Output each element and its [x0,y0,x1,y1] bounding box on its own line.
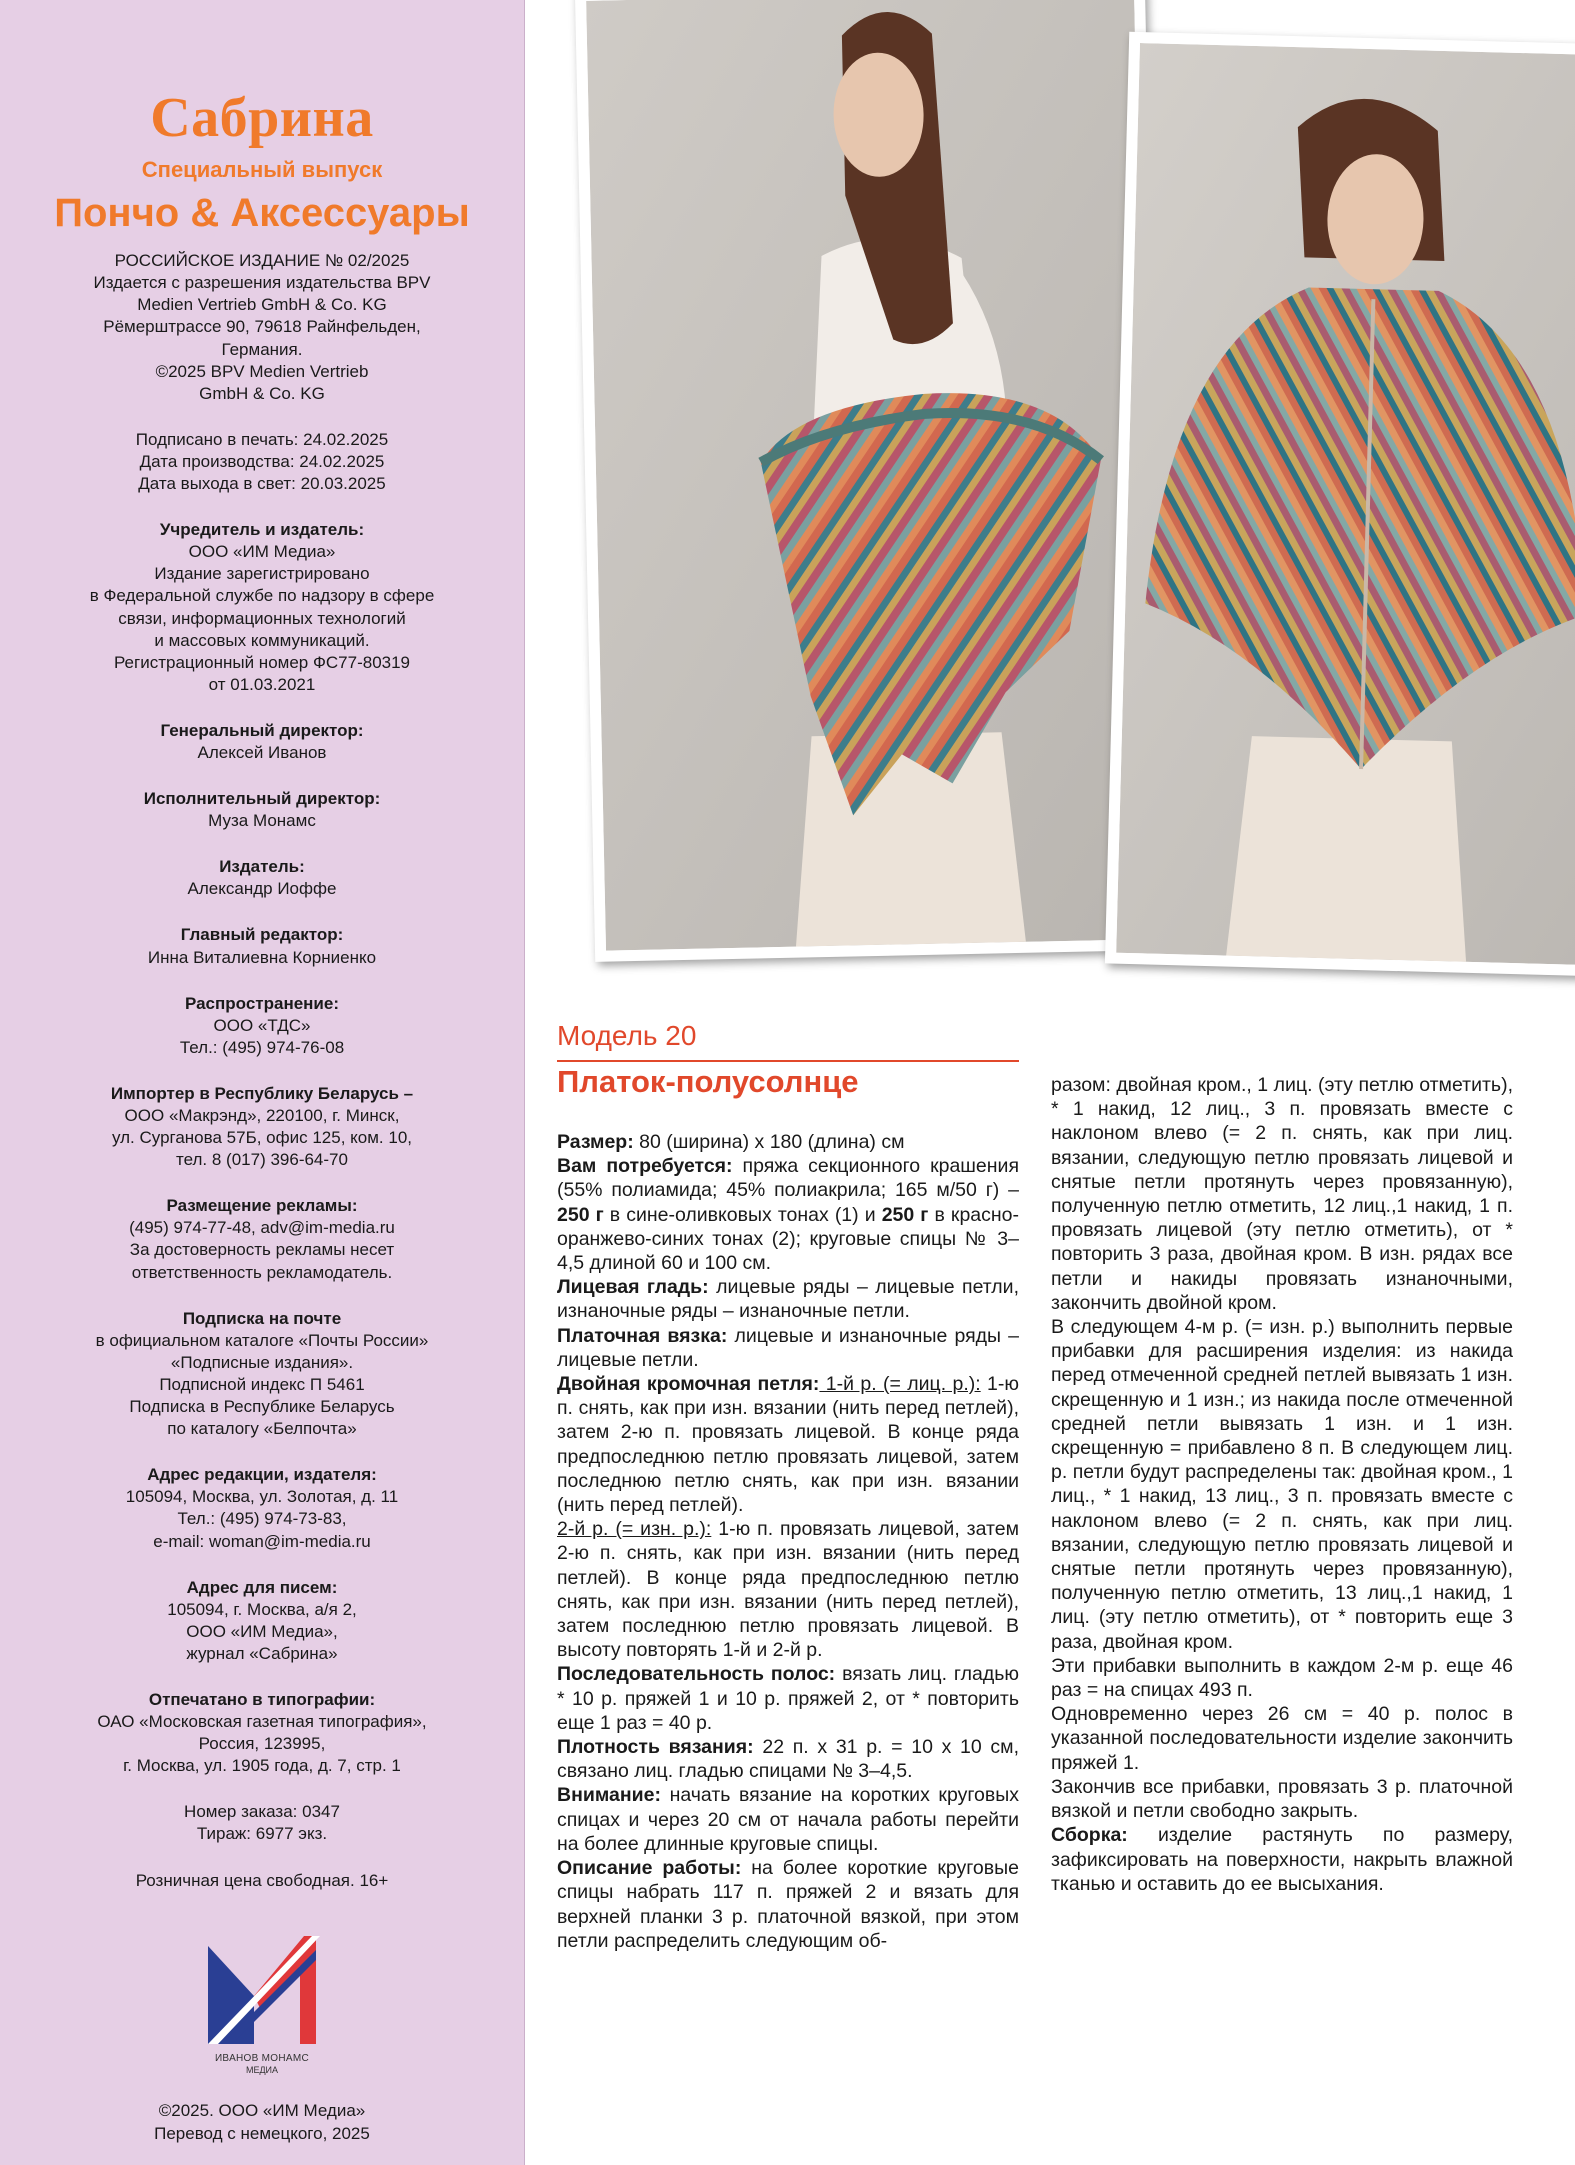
paragraph [557,1275,1019,1323]
general-director-block [40,720,484,764]
shawl-photo-image [586,0,1154,951]
paragraph [1051,1823,1513,1896]
mail-address-block [40,1577,484,1665]
text: лицевые ряды – лицевые петли, изнаночные ряды – изнаночные петли. [557,1276,1019,1323]
text: в сине-оливковых тонах (1) и [603,1203,882,1226]
distribution-block [40,993,484,1059]
masthead-sidebar [0,0,525,2165]
paragraph [557,1735,1019,1783]
date-line: Дата выхода в свет: 20.03.2025 [138,474,386,494]
imprint-line: ©2025 BPV Medien Vertrieb [155,361,369,381]
shawl-photo-image [1116,43,1575,965]
title-divider [557,1060,1019,1062]
term: Последовательность полос: [557,1663,836,1686]
paragraph [557,1372,1019,1517]
subscription-block [40,1308,484,1441]
term: Внимание: [557,1784,661,1807]
block-line: 105094, г. Москва, а/я 2, [167,1599,357,1619]
block-line: e-mail: woman@im-media.ru [153,1531,371,1551]
block-line: 105094, Москва, ул. Золотая, д. 11 [125,1487,399,1507]
order-line: Тираж: 6977 экз. [196,1824,328,1844]
block-heading: Главный редактор: [180,925,344,945]
imprint-line: Рёмерштрассе 90, 79618 Райнфельден, [103,317,421,337]
advertising-block [40,1195,484,1283]
text: на более короткие круговые спицы набрать 117 п. пряжей 2 и вязать для верхней планки 3 р. платочной вязкой, при этом петли распределить следующим об- [557,1857,1019,1952]
chief-editor-block [40,924,484,968]
magazine-title: Сабрина [150,87,374,149]
block-line: Алексей Иванов [197,742,327,762]
block-line: Муза Монамс [208,811,316,831]
block-line: Издание зарегистрировано [154,564,370,584]
block-heading: Исполнительный директор: [143,789,381,809]
block-line: в официальном каталоге «Почты России» [95,1330,429,1350]
paragraph [557,1517,1019,1662]
block-line: Подписка в Республике Беларусь [129,1397,395,1417]
text: лицевые и изнаночные ряды – лицевые петли. [557,1324,1019,1371]
row-label: 1-й р. (= лиц. р.): [819,1373,981,1396]
term: Двойная кромочная петля: [557,1373,820,1396]
block-line: Подписной индекс П 5461 [159,1374,365,1394]
term: Лицевая гладь: [557,1276,709,1299]
block-line: от 01.03.2021 [208,674,316,694]
footer-line: Перевод с немецкого, 2025 [154,2123,370,2143]
paragraph [557,1324,1019,1372]
printing-block [40,1689,484,1777]
term: Вам потребуется: [557,1155,733,1178]
publisher-logo [192,1926,332,2077]
block-line: журнал «Сабрина» [186,1643,338,1663]
block-line: Инна Виталиевна Корниенко [147,947,377,967]
block-line: г. Москва, ул. 1905 года, д. 7, стр. 1 [123,1756,401,1776]
text: в красно-оранжево-синих тонах (2); круговые спицы № 3–4,5 длиной 60 и 100 см. [557,1203,1020,1275]
block-heading: Импортер в Республику Беларусь – [110,1083,414,1103]
paragraph [557,1130,1019,1154]
text: пряжа секционного крашения (55% полиамида; 45% полиакрила; 165 м/50 г) – [557,1155,1020,1202]
block-line: связи, информационных технологий [118,608,406,628]
instructions-column-2 [1051,1073,1513,1896]
imprint-line: Medien Vertrieb GmbH & Co. KG [137,295,387,315]
row-label: 2-й р. (= изн. р.): [557,1518,712,1541]
paragraph: Эти прибавки выполнить в каждом 2-м р. еще 46 раз = на спицах 493 п. [1051,1654,1513,1702]
block-line: по каталогу «Белпочта» [167,1419,357,1439]
block-heading: Издатель: [219,857,305,877]
block-line: (495) 974-77-48, adv@im-media.ru [129,1218,395,1238]
term: Плотность вязания: [557,1736,754,1759]
block-line: ООО «ИМ Медиа» [188,542,336,562]
paragraph: разом: двойная кром., 1 лиц. (эту петлю отметить), * 1 накид, 12 лиц., 3 п. провязать вместе с наклоном влево (= 2 п. снять, как при лиц. вязании, следующую петлю провязать лицевой и снятые петли протянуть через провязанную), полученную петлю отметить, 12 лиц.,1 накид, 1 п. провязать лицевой (эту петлю отметить), от * повторить 3 раза, двойная кром. В изн. рядах все петли и накиды провязать изнаночными, закончить двойной кром. [1051,1074,1513,1314]
term: Сборка: [1051,1824,1128,1847]
block-heading: Генеральный директор: [160,720,364,740]
text: начать вязание на коротких круговых спицах и через 20 см от начала работы перейти на более длинные круговые спицы. [557,1784,1019,1855]
paragraph [557,1662,1019,1735]
im-media-logo-icon [192,1926,332,2044]
paragraph [557,1783,1019,1856]
block-heading: Распространение: [184,993,339,1013]
paragraph [557,1154,1019,1275]
block-line: ОАО «Московская газетная типография», [97,1712,427,1732]
footer-line: ©2025. ООО «ИМ Медиа» [158,2101,366,2121]
paragraph [557,1856,1019,1953]
block-line: «Подписные издания». [170,1352,354,1372]
block-line: Тел.: (495) 974-76-08 [179,1037,345,1057]
text: 80 (ширина) x 180 (длина) см [633,1131,905,1153]
order-line: Номер заказа: 0347 [184,1802,340,1822]
instructions-column-1 [557,1130,1019,1953]
block-heading: Учредитель и издатель: [159,520,365,540]
block-line: тел. 8 (017) 396-64-70 [176,1150,348,1170]
copyright-footer [40,2100,484,2144]
logo-caption: МЕДИА [245,2064,279,2075]
block-heading: Адрес для писем: [186,1577,338,1597]
block-heading: Размещение рекламы: [166,1196,358,1216]
date-line: Подписано в печать: 24.02.2025 [135,429,389,449]
article-title: Платок-полусолнце [557,1064,859,1099]
publisher-block [40,856,484,900]
issue-title: Пончо & Аксессуары [54,191,470,236]
imprint-block [40,250,484,405]
date-line: Дата производства: 24.02.2025 [139,451,385,471]
executive-director-block [40,788,484,832]
block-line: в Федеральной службе по надзору в сфере [89,586,435,606]
paragraph: Одновременно через 26 см = 40 р. полос в указанной последовательности изделие закончить пряжей 1. [1051,1703,1513,1774]
block-line: ООО «ТДС» [213,1015,311,1035]
imprint-line: Издается с разрешения издательства BPV [93,273,431,293]
editorial-address-block [40,1464,484,1552]
block-line: Тел.: (495) 974-73-83, [177,1509,347,1529]
text: 22 п. x 31 р. = 10 x 10 см, связано лиц. гладью спицами № 3–4,5. [557,1736,1019,1783]
block-line: Регистрационный номер ФС77-80319 [113,652,411,672]
model-number-label: Модель 20 [557,1020,697,1051]
order-block [40,1801,484,1845]
dates-block [40,429,484,495]
term: Описание работы: [557,1857,742,1880]
importer-block [40,1083,484,1171]
block-heading: Отпечатано в типографии: [148,1689,376,1709]
term: Размер: [557,1131,634,1153]
paragraph: В следующем 4-м р. (= изн. р.) выполнить первые прибавки для расширения изделия: из накида перед отмеченной средней петлей вывязать 1 изн. скрещенную и 1 изн.; из накида после отмеченной средней петли вывязать 1 изн. и 1 изн. скрещенную = прибавлено 8 п. В следующем лиц. р. петли будут распределены так: двойная кром., 1 лиц., * 1 накид, 13 лиц., 3 п. провязать вместе с наклоном влево (= 2 п. снять, как при лиц. вязании, следующую петлю провязать лицевой и снятые петли протянуть через провязанную), полученную петлю отметить, 13 лиц.,1 накид, 1 лиц. (эту петлю отметить), от * повторить еще 3 раза, двойная кром. [1051,1316,1513,1653]
block-line: ул. Сурганова 57Б, офис 125, ком. 10, [111,1128,412,1148]
block-heading: Подписка на почте [182,1308,342,1328]
product-photo-back-view [575,0,1165,962]
imprint-line: GmbH & Co. KG [199,383,325,403]
block-line: ООО «ИМ Медиа», [186,1621,338,1641]
block-line: Александр Иоффе [187,879,337,899]
text: изделие растянуть по размеру, зафиксировать на поверхности, накрыть влажной тканью и оставить до ее высыхания. [1051,1824,1513,1895]
block-line: Россия, 123995, [198,1734,326,1754]
founder-block [40,519,484,696]
text: вязать лиц. гладью * 10 р. пряжей 1 и 10 р. пряжей 2, от * повторить еще 1 раз = 40 р. [557,1663,1020,1734]
term: 250 г [881,1203,929,1226]
block-heading: Адрес редакции, издателя: [147,1465,377,1485]
logo-caption: ИВАНОВ МОНАМС [214,2052,310,2064]
text: 1-ю п. провязать лицевой, затем 2-ю п. снять, как при изн. вязании (нить перед петлей). В конце ряда предпоследнюю петлю снять, как при изн. вязании (нить перед петлей), затем последнюю петлю провязать лицевой. В высоту повторять 1-й и 2-й р. [557,1518,1019,1662]
block-line: ответственность рекламодатель. [131,1262,393,1282]
imprint-line: РОССИЙСКОЕ ИЗДАНИЕ № 02/2025 [114,251,410,271]
product-photo-front-view [1105,32,1575,977]
paragraph: Закончив все прибавки, провязать 3 р. платочной вязкой и петли свободно закрыть. [1051,1775,1513,1823]
special-issue-label: Специальный выпуск [141,156,383,182]
text: 1-ю п. снять, как при изн. вязании (нить перед петлей), затем 2-ю п. провязать лицевой. В конце ряда предпоследнюю петлю провязать лицевой, затем последнюю петлю снять, как при изн. вязании (нить перед петлей). [557,1373,1019,1517]
term: 250 г [557,1203,604,1226]
price-note: Розничная цена свободная. 16+ [135,1870,389,1890]
imprint-line: Германия. [221,339,303,359]
term: Платочная вязка: [557,1324,728,1347]
block-line: и массовых коммуникаций. [154,630,370,650]
block-line: ООО «Макрэнд», 220100, г. Минск, [124,1106,400,1125]
block-line: За достоверность рекламы несет [129,1240,395,1260]
